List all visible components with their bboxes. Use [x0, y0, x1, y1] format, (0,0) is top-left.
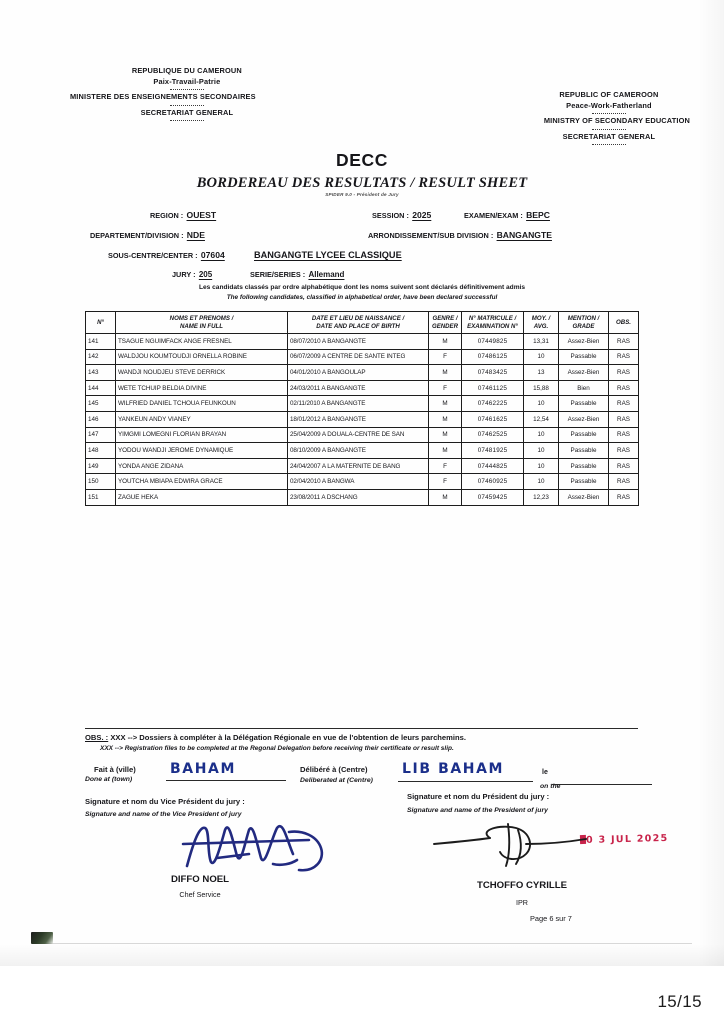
cell-matricule: 07462525 [462, 427, 524, 443]
cell-name: YONDA ANGE ZIDANA [116, 458, 288, 474]
cell-avg: 10 [524, 396, 559, 412]
cell-gender: F [429, 380, 462, 396]
done-at-label-en: Done at (town) [85, 776, 133, 783]
observations-separator [85, 728, 638, 729]
document-subtitle: BORDEREAU DES RESULTATS / RESULT SHEET [196, 175, 528, 191]
cell-obs: RAS [609, 427, 639, 443]
letterhead-right [543, 90, 690, 148]
cell-name: YOUTCHA MBIAPA EDWIRA GRACE [116, 474, 288, 490]
letterhead-left [70, 66, 256, 124]
results-table-body [86, 334, 639, 506]
cell-matricule: 07461125 [462, 380, 524, 396]
vice-president-label-en: Signature and name of the Vice President of jury [85, 811, 242, 818]
letterhead-divider [170, 89, 204, 90]
cell-matricule: 07461625 [462, 411, 524, 427]
letterhead-divider [592, 129, 626, 130]
cell-name: WETE TCHUIP BELDIA DIVINE [116, 380, 288, 396]
cell-obs: RAS [609, 349, 639, 365]
president-role: IPR [516, 898, 528, 907]
date-stamp-value [580, 833, 669, 846]
cell-gender: M [429, 427, 462, 443]
deliberated-value: LIB BAHAM [402, 761, 505, 777]
table-row [86, 411, 639, 427]
cell-avg: 10 [524, 349, 559, 365]
date-underline [552, 784, 652, 785]
cell-name: YIMGMI LOMEGNI FLORIAN BRAYAN [116, 427, 288, 443]
cell-birth: 02/04/2010 A BANGWA [288, 474, 429, 490]
president-name: TCHOFFO CYRILLE [476, 880, 568, 891]
results-table [85, 311, 639, 506]
meta-exam-value: BEPC [526, 210, 550, 220]
deliberated-underline [398, 781, 533, 782]
table-row [86, 396, 639, 412]
cell-grade: Passable [559, 396, 609, 412]
cell-matricule: 07460925 [462, 474, 524, 490]
cell-obs: RAS [609, 443, 639, 459]
meta-center-name-wrap [254, 250, 402, 260]
president-signature [430, 822, 590, 868]
cell-birth: 24/04/2007 A LA MATERNITE DE BANG [288, 458, 429, 474]
cell-avg: 10 [524, 443, 559, 459]
cell-num: 142 [86, 349, 116, 365]
th-gender: GENRE / GENDER [429, 312, 462, 334]
cell-name: WANDJI NOUDJEU STEVE DERRICK [116, 365, 288, 381]
meta-division-label: DEPARTEMENT/DIVISION : [90, 231, 184, 240]
meta-division [90, 230, 205, 240]
th-matricule: N° MATRICULE / EXAMINATION N° [462, 312, 524, 334]
meta-division-value: NDE [186, 230, 205, 240]
president-label-en: Signature and name of the President of jury [407, 807, 548, 814]
letterhead-right-line3: MINISTRY OF SECONDARY EDUCATION [543, 116, 690, 126]
viewer-page-counter: 15/15 [657, 992, 702, 1011]
meta-subdivision [368, 230, 552, 240]
observations-english: XXX --> Registration files to be completed at the Regonal Delegation before receiving their certificate or result slip. [100, 745, 454, 752]
letterhead-left-line2: Paix-Travail-Patrie [153, 76, 221, 86]
cell-matricule: 07449825 [462, 334, 524, 350]
cell-num: 146 [86, 411, 116, 427]
meta-series-value: Allemand [308, 270, 345, 279]
cell-num: 141 [86, 334, 116, 350]
cell-name: WILFRIED DANIEL TCHOUA FEUNKOUN [116, 396, 288, 412]
cell-birth: 24/03/2011 A BANGANGTE [288, 380, 429, 396]
cell-gender: M [429, 443, 462, 459]
table-row [86, 365, 639, 381]
cell-birth: 02/11/2010 A BANGANGTE [288, 396, 429, 412]
cell-obs: RAS [609, 489, 639, 505]
cell-gender: M [429, 411, 462, 427]
cell-grade: Passable [559, 349, 609, 365]
president-label-fr: Signature et nom du Président du jury : [407, 792, 550, 801]
cell-num: 145 [86, 396, 116, 412]
cell-obs: RAS [609, 474, 639, 490]
letterhead-divider [170, 105, 204, 106]
cell-obs: RAS [609, 396, 639, 412]
cell-birth: 08/10/2009 A BANGANGTE [288, 443, 429, 459]
cell-matricule: 07459425 [462, 489, 524, 505]
meta-session-value: 2025 [412, 210, 432, 220]
cell-grade: Assez-Bien [559, 489, 609, 505]
letterhead-left-line1: REPUBLIQUE DU CAMEROUN [131, 66, 242, 75]
cell-matricule: 07444825 [462, 458, 524, 474]
table-row [86, 443, 639, 459]
meta-region-value: OUEST [186, 210, 217, 220]
deliberated-label-en: Deliberated at (Centre) [300, 777, 373, 784]
scan-artifact-smudge [31, 932, 53, 944]
observations-french [85, 733, 466, 742]
th-average: MOY. / AVG. [524, 312, 559, 334]
letterhead-left-line3: MINISTERE DES ENSEIGNEMENTS SECONDAIRES [70, 92, 256, 102]
cell-grade: Passable [559, 458, 609, 474]
meta-session-label: SESSION : [372, 211, 409, 220]
cell-name: TSAGUE NGUIMFACK ANGE FRESNEL [116, 334, 288, 350]
cell-obs: RAS [609, 458, 639, 474]
meta-center-label: SOUS-CENTRE/CENTER : [108, 251, 198, 260]
cell-matricule: 07483425 [462, 365, 524, 381]
cell-birth: 04/01/2010 A BANGOULAP [288, 365, 429, 381]
cell-matricule: 07486125 [462, 349, 524, 365]
vice-president-role: Chef Service [179, 890, 221, 899]
cell-grade: Assez-Bien [559, 365, 609, 381]
meta-region-label: REGION : [150, 211, 184, 220]
cell-birth: 25/04/2009 A DOUALA-CENTRE DE SAN [288, 427, 429, 443]
table-header-row [86, 312, 639, 334]
meta-exam-label: EXAMEN/EXAM : [464, 211, 523, 220]
date-stamp-text: 0 3 JUL 2025 [585, 832, 669, 846]
cell-obs: RAS [609, 334, 639, 350]
cell-avg: 15,88 [524, 380, 559, 396]
cell-avg: 13,31 [524, 334, 559, 350]
on-the-label-fr: le [542, 769, 548, 776]
letterhead-right-line2: Peace-Work-Fatherland [566, 100, 652, 110]
page-bottom-rule [32, 943, 692, 944]
table-row [86, 458, 639, 474]
table-row [86, 334, 639, 350]
cell-grade: Passable [559, 427, 609, 443]
table-row [86, 474, 639, 490]
cell-obs: RAS [609, 365, 639, 381]
cell-grade: Passable [559, 443, 609, 459]
letterhead-right-line4: SECRETARIAT GENERAL [562, 132, 656, 142]
done-at-underline [166, 780, 286, 781]
meta-region [150, 210, 216, 220]
th-name: NOMS ET PRENOMS / NAME IN FULL [116, 312, 288, 334]
cell-name: YANKEUN ANDY VIANEY [116, 411, 288, 427]
th-number: N° [86, 312, 116, 334]
cell-avg: 10 [524, 427, 559, 443]
meta-subdivision-label: ARRONDISSEMENT/SUB DIVISION : [368, 231, 494, 240]
cell-gender: M [429, 365, 462, 381]
th-birth: DATE ET LIEU DE NAISSANCE / DATE AND PLACE OF BIRTH [288, 312, 429, 334]
cell-name: ZAGUE HEKA [116, 489, 288, 505]
vice-president-name: DIFFO NOEL [170, 874, 230, 885]
meta-center [108, 250, 225, 260]
cell-grade: Bien [559, 380, 609, 396]
cell-name: WALDJOU KOUMTOUDJI ORNELLA ROBINE [116, 349, 288, 365]
table-row [86, 380, 639, 396]
th-grade: MENTION / GRADE [559, 312, 609, 334]
document-title: DECC [336, 150, 388, 170]
cell-name: YODOU WANDJI JEROME DYNAMIQUE [116, 443, 288, 459]
cell-gender: F [429, 349, 462, 365]
cell-num: 148 [86, 443, 116, 459]
cell-num: 143 [86, 365, 116, 381]
cell-avg: 12,54 [524, 411, 559, 427]
th-obs: OBS. [609, 312, 639, 334]
done-at-label-fr: Fait à (ville) [94, 765, 136, 774]
letterhead-divider [592, 113, 626, 114]
cell-avg: 13 [524, 365, 559, 381]
cell-grade: Passable [559, 474, 609, 490]
meta-center-value: 07604 [200, 250, 225, 260]
meta-center-name: BANGANGTE LYCEE CLASSIQUE [254, 250, 402, 260]
notice-french: Les candidats classés par ordre alphabétique dont les noms suivent sont déclarés définitivement admis [198, 284, 526, 291]
cell-obs: RAS [609, 411, 639, 427]
cell-num: 151 [86, 489, 116, 505]
letterhead-left-line4: SECRETARIAT GENERAL [140, 108, 234, 118]
table-row [86, 489, 639, 505]
meta-jury-value: 205 [198, 270, 213, 279]
cell-matricule: 07481925 [462, 443, 524, 459]
meta-jury-label: JURY : [172, 270, 196, 279]
cell-gender: M [429, 489, 462, 505]
cell-obs: RAS [609, 380, 639, 396]
cell-num: 149 [86, 458, 116, 474]
cell-num: 144 [86, 380, 116, 396]
cell-birth: 06/07/2009 A CENTRE DE SANTE INTEG [288, 349, 429, 365]
cell-num: 147 [86, 427, 116, 443]
cell-gender: F [429, 458, 462, 474]
page-footer-label: Page 6 sur 7 [530, 914, 572, 923]
meta-session [372, 210, 431, 220]
vice-president-label-fr: Signature et nom du Vice Président du jury : [85, 797, 245, 806]
vice-president-signature [177, 814, 342, 876]
on-the-label-en: on the [540, 783, 561, 790]
observations-french-text: XXX --> Dossiers à compléter à la Délégation Régionale en vue de l'obtention de leurs parchemins. [110, 733, 466, 742]
letterhead-divider [592, 144, 626, 145]
meta-series-label: SERIE/SERIES : [250, 270, 306, 279]
table-row [86, 349, 639, 365]
cell-gender: M [429, 396, 462, 412]
cell-num: 150 [86, 474, 116, 490]
observations-prefix: OBS. : [85, 733, 109, 742]
scan-bottom-shading [0, 944, 724, 966]
done-at-value: BAHAM [170, 761, 236, 777]
scan-edge-shading [698, 0, 724, 966]
software-credit: SPIDER 9.0 - Président de Jury [325, 192, 399, 197]
cell-gender: F [429, 474, 462, 490]
cell-grade: Assez-Bien [559, 411, 609, 427]
cell-grade: Assez-Bien [559, 334, 609, 350]
meta-series [250, 270, 344, 279]
document-content [32, 62, 692, 942]
notice-english: The following candidates, classified in alphabetical order, have been declared successful [226, 294, 498, 301]
cell-avg: 12,23 [524, 489, 559, 505]
cell-birth: 08/07/2010 A BANGANGTE [288, 334, 429, 350]
cell-avg: 10 [524, 458, 559, 474]
cell-birth: 18/01/2012 A BANGANGTE [288, 411, 429, 427]
cell-matricule: 07462225 [462, 396, 524, 412]
meta-exam [464, 210, 550, 220]
letterhead-divider [170, 120, 204, 121]
letterhead-right-line1: REPUBLIC OF CAMEROON [559, 90, 659, 99]
cell-gender: M [429, 334, 462, 350]
meta-jury [172, 270, 212, 279]
meta-subdivision-value: BANGANGTE [496, 230, 552, 240]
cell-birth: 23/08/2011 A DSCHANG [288, 489, 429, 505]
table-row [86, 427, 639, 443]
cell-avg: 10 [524, 474, 559, 490]
deliberated-label-fr: Délibéré à (Centre) [300, 765, 368, 774]
